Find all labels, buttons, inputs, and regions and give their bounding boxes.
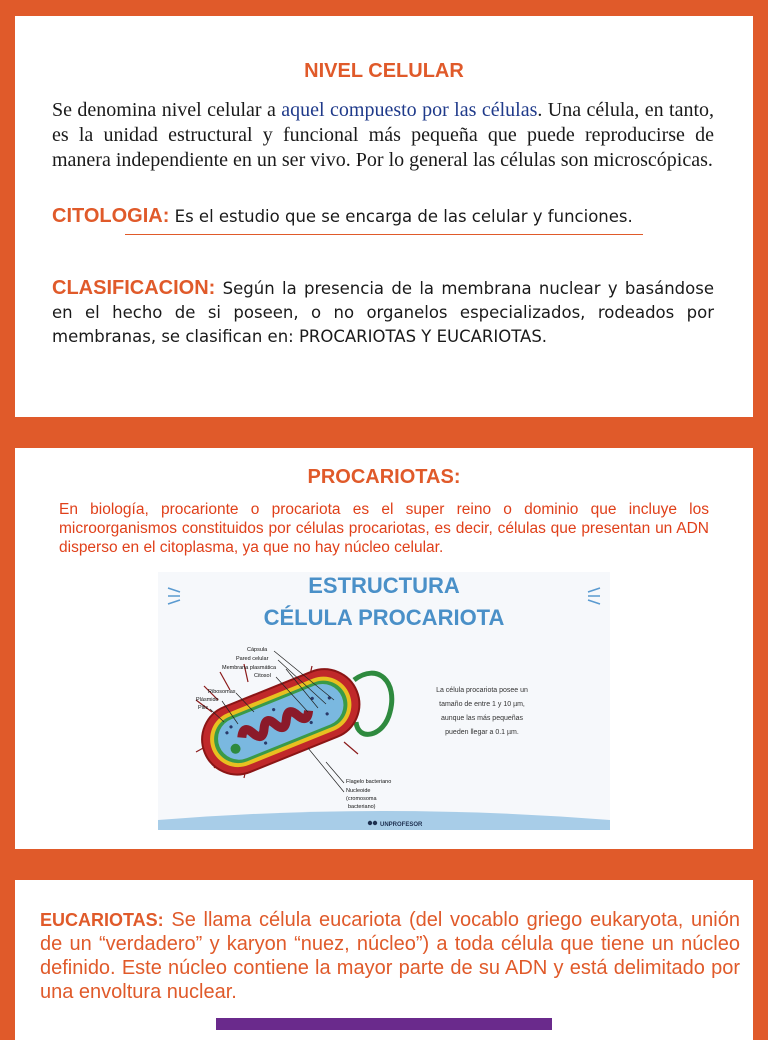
procariotas-paragraph: En biología, procarionte o procariota es el super reino o dominio que incluye los microorganismos constituidos por células procariotas, es decir, células que presentan un ADN disperso en el citoplasma, ya que no hay núcleo celular. xyxy=(59,501,709,556)
nivel-celular-paragraph xyxy=(52,98,714,173)
paragraph-highlight: aquel compuesto por las células xyxy=(281,99,538,121)
note-line-2: tamaño de entre 1 y 10 µm, xyxy=(439,701,525,708)
note-line-3: aunque las más pequeñas xyxy=(440,715,524,722)
eucariotas-text: Se llama célula eucariota (del vocablo griego eukaryota, unión de un “verdadero” y karyon “nuez, núcleo”) a toda célula que tiene un núcleo definido. Este núcleo contiene la mayor parte de su ADN y está delimitado por una envoltura nuclear. xyxy=(40,909,740,1003)
label-pared-celular: Pared celular xyxy=(236,656,269,662)
procariotas-card xyxy=(15,448,753,849)
paragraph-end: . Una célula, en tanto, es la unidad estructural y funcional más pequeña que puede reproducirse de manera independiente en un ser vivo. Por lo general las células son microscópicas. xyxy=(52,99,714,171)
label-ribosomas: Ribosomas xyxy=(208,689,236,695)
citologia-text: Es el estudio que se encarga de las celular y funciones. xyxy=(169,207,633,226)
brand-name: UNPROFESOR xyxy=(380,822,423,828)
clasificacion-label: CLASIFICACION: xyxy=(52,277,216,299)
eucariotas-paragraph xyxy=(40,908,740,1004)
prokaryotic-cell-diagram xyxy=(158,572,610,830)
label-citosol: Citosol xyxy=(254,673,271,679)
citologia-label: CITOLOGIA: xyxy=(52,205,170,227)
eucariotas-card xyxy=(15,880,753,1040)
citologia-definition xyxy=(52,204,714,229)
label-membrana-plasmatica: Membrana plasmática xyxy=(222,665,277,671)
procariotas-title: PROCARIOTAS: xyxy=(307,466,461,488)
nivel-celular-title: NIVEL CELULAR xyxy=(304,60,464,82)
label-capsula: Cápsula xyxy=(247,647,268,653)
divider-line xyxy=(125,234,643,235)
label-nucleoide: Nucleoide xyxy=(346,788,371,794)
purple-bar xyxy=(216,1018,552,1030)
clasificacion-definition xyxy=(52,276,714,349)
nivel-celular-card xyxy=(15,16,753,417)
diagram-title-line2: CÉLULA PROCARIOTA xyxy=(263,605,505,630)
note-line-4: pueden llegar a 0.1 µm. xyxy=(445,729,519,736)
label-plasmido: Plásmido xyxy=(196,697,219,703)
diagram-title-line1: ESTRUCTURA xyxy=(308,573,460,598)
label-flagelo: Flagelo bacteriano xyxy=(346,779,392,785)
clasificacion-text: Según la presencia de la membrana nuclear y basándose en el hecho de si poseen, o no organelos especializados, rodeados por membranas, se clasifican en: PROCARIOTAS Y EUCARIOTAS. xyxy=(52,279,714,346)
label-cromosoma: (cromosoma xyxy=(346,796,377,802)
label-pilis: Pilis xyxy=(198,705,209,711)
label-bacteriano: bacteriano) xyxy=(348,804,376,810)
eucariotas-label: EUCARIOTAS: xyxy=(40,910,164,930)
note-line-1: La célula procariota posee un xyxy=(436,687,528,694)
paragraph-start: Se denomina nivel celular a xyxy=(52,99,282,121)
